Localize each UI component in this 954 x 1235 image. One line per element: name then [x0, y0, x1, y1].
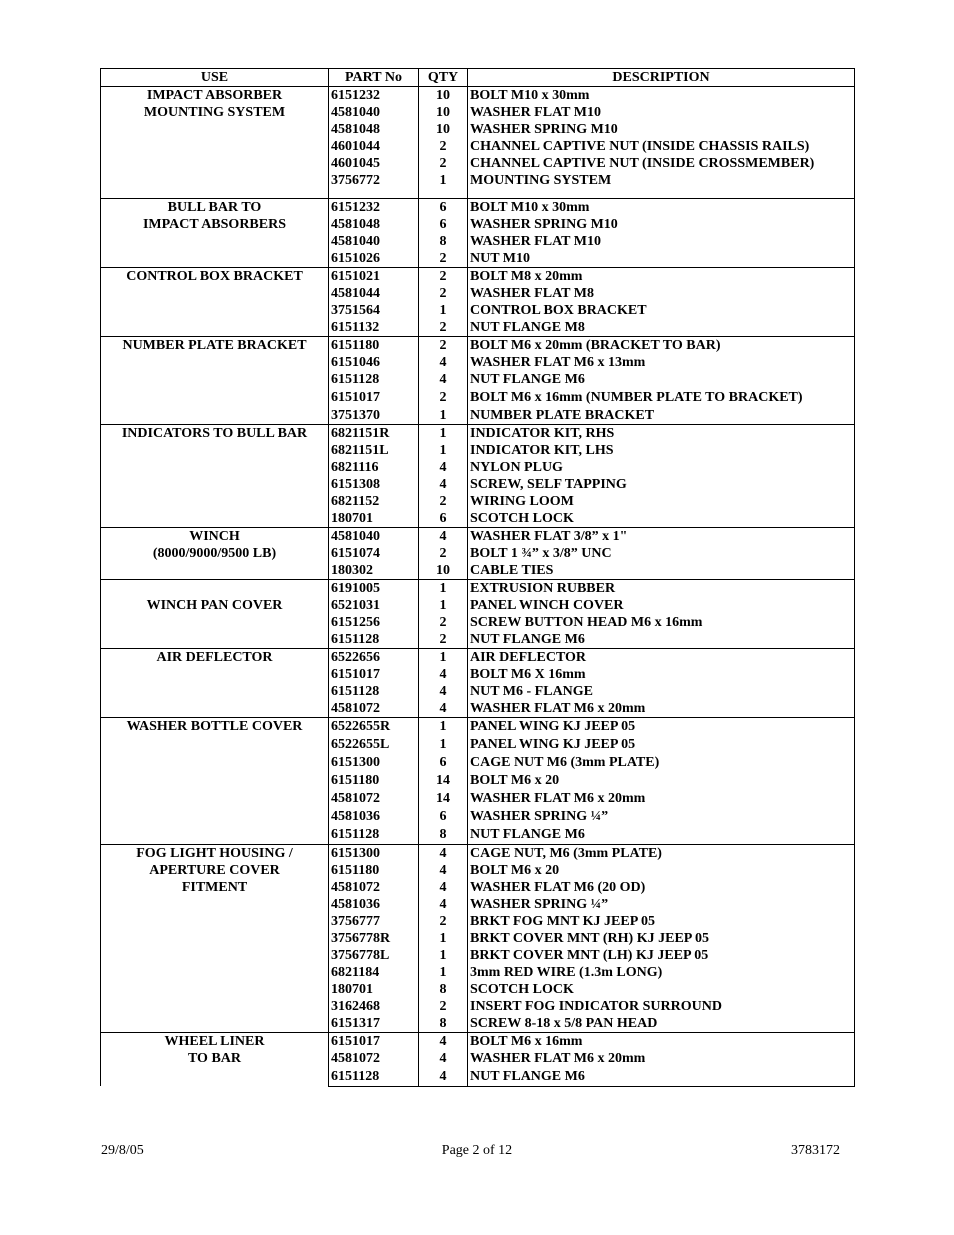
quantity-cell: 4 — [419, 896, 468, 913]
part-number-cell: 3756777 — [329, 913, 419, 930]
quantity-cell: 2 — [419, 631, 468, 649]
quantity-cell: 2 — [419, 267, 468, 285]
table-row — [101, 717, 855, 736]
part-number-cell: 6151017 — [329, 388, 419, 407]
use-label: WINCH — [189, 528, 240, 544]
use-label: CONTROL BOX BRACKET — [126, 268, 303, 284]
part-number-cell: 6151026 — [329, 250, 419, 268]
quantity-cell: 1 — [419, 648, 468, 666]
part-number-cell: 4581072 — [329, 879, 419, 896]
use-label: WASHER BOTTLE COVER — [126, 718, 303, 734]
part-number-cell: 6151256 — [329, 614, 419, 631]
part-number-cell: 6151180 — [329, 772, 419, 790]
quantity-cell: 2 — [419, 285, 468, 302]
quantity-cell: 10 — [419, 562, 468, 580]
use-cell — [101, 648, 329, 717]
quantity-cell: 4 — [419, 354, 468, 371]
use-cell — [101, 1032, 329, 1086]
footer-date: 29/8/05 — [101, 1143, 144, 1158]
part-number-cell: 4581048 — [329, 121, 419, 138]
footer-page-number: Page 2 of 12 — [441, 1143, 513, 1158]
description-cell: NUMBER PLATE BRACKET — [468, 407, 855, 425]
quantity-cell: 2 — [419, 336, 468, 354]
use-cell — [101, 336, 329, 424]
use-label: FITMENT — [181, 879, 248, 895]
description-cell: BOLT M6 x 20 — [468, 772, 855, 790]
quantity-cell: 2 — [419, 913, 468, 930]
quantity-cell: 4 — [419, 844, 468, 862]
header-row — [101, 69, 855, 87]
use-label: WINCH PAN COVER — [146, 597, 283, 613]
quantity-cell: 1 — [419, 964, 468, 981]
description-cell: SCREW, SELF TAPPING — [468, 476, 855, 493]
description-cell: WASHER FLAT M6 x 13mm — [468, 354, 855, 371]
quantity-cell: 4 — [419, 527, 468, 545]
part-number-cell: 3162468 — [329, 998, 419, 1015]
quantity-cell: 1 — [419, 407, 468, 425]
use-cell — [101, 424, 329, 527]
part-number-cell: 6151128 — [329, 371, 419, 388]
part-number-cell: 4581072 — [329, 1050, 419, 1068]
description-cell: SCOTCH LOCK — [468, 981, 855, 998]
description-cell: PANEL WING KJ JEEP 05 — [468, 736, 855, 754]
part-number-cell: 3751564 — [329, 302, 419, 319]
table-group — [101, 1032, 855, 1086]
part-number-cell: 4581040 — [329, 527, 419, 545]
part-number-cell: 6821152 — [329, 493, 419, 510]
description-cell: CAGE NUT, M6 (3mm PLATE) — [468, 844, 855, 862]
quantity-cell: 14 — [419, 790, 468, 808]
description-cell: BRKT FOG MNT KJ JEEP 05 — [468, 913, 855, 930]
header-part-no: PART No — [329, 69, 419, 87]
part-number-cell: 3756772 — [329, 172, 419, 189]
description-cell: INDICATOR KIT, LHS — [468, 442, 855, 459]
part-number-cell: 4581072 — [329, 790, 419, 808]
part-number-cell: 3756778L — [329, 947, 419, 964]
quantity-cell: 8 — [419, 826, 468, 845]
table-group — [101, 198, 855, 267]
part-number-cell: 3756778R — [329, 930, 419, 947]
use-label: NUMBER PLATE BRACKET — [122, 337, 307, 353]
use-label: WHEEL LINER — [164, 1033, 265, 1049]
description-cell: WASHER SPRING M10 — [468, 121, 855, 138]
table-group — [101, 424, 855, 527]
quantity-cell: 6 — [419, 510, 468, 528]
footer-document-number: 3783172 — [791, 1143, 840, 1158]
part-number-cell: 6151128 — [329, 683, 419, 700]
use-label: BULL BAR TO — [167, 199, 262, 215]
quantity-cell: 6 — [419, 754, 468, 772]
quantity-cell: 6 — [419, 808, 468, 826]
quantity-cell: 8 — [419, 981, 468, 998]
quantity-cell: 2 — [419, 493, 468, 510]
table-group — [101, 844, 855, 1032]
description-cell: BRKT COVER MNT (RH) KJ JEEP 05 — [468, 930, 855, 947]
spacer-cell — [329, 189, 419, 198]
use-label: AIR DEFLECTOR — [156, 649, 273, 665]
description-cell: WASHER FLAT M8 — [468, 285, 855, 302]
part-number-cell: 4601044 — [329, 138, 419, 155]
description-cell: SCREW BUTTON HEAD M6 x 16mm — [468, 614, 855, 631]
use-cell — [101, 87, 329, 199]
use-label: IMPACT ABSORBERS — [142, 216, 286, 232]
description-cell: WASHER FLAT M6 x 20mm — [468, 790, 855, 808]
part-number-cell: 6151128 — [329, 631, 419, 649]
table-row — [101, 267, 855, 285]
description-cell: AIR DEFLECTOR — [468, 648, 855, 666]
part-number-cell: 6151180 — [329, 862, 419, 879]
description-cell: WASHER SPRING M10 — [468, 216, 855, 233]
table-group — [101, 717, 855, 844]
quantity-cell: 2 — [419, 614, 468, 631]
table-group — [101, 648, 855, 717]
part-number-cell: 3751370 — [329, 407, 419, 425]
quantity-cell: 4 — [419, 371, 468, 388]
quantity-cell: 4 — [419, 700, 468, 718]
part-number-cell: 4581072 — [329, 700, 419, 718]
table-group — [101, 336, 855, 424]
table-row — [101, 198, 855, 216]
part-number-cell: 6191005 — [329, 579, 419, 597]
spacer-cell — [419, 189, 468, 198]
use-cell — [101, 579, 329, 648]
use-cell — [101, 198, 329, 267]
description-cell: CAGE NUT M6 (3mm PLATE) — [468, 754, 855, 772]
part-number-cell: 6151046 — [329, 354, 419, 371]
quantity-cell: 4 — [419, 476, 468, 493]
description-cell: WIRING LOOM — [468, 493, 855, 510]
quantity-cell: 4 — [419, 1032, 468, 1050]
quantity-cell: 1 — [419, 930, 468, 947]
table-group — [101, 579, 855, 648]
quantity-cell: 4 — [419, 862, 468, 879]
quantity-cell: 2 — [419, 155, 468, 172]
use-label: INDICATORS TO BULL BAR — [121, 425, 308, 441]
part-number-cell: 6151017 — [329, 1032, 419, 1050]
part-number-cell: 6151180 — [329, 336, 419, 354]
description-cell: BOLT M10 x 30mm — [468, 87, 855, 105]
description-cell: PANEL WINCH COVER — [468, 597, 855, 614]
description-cell: BOLT M6 x 20mm (BRACKET TO BAR) — [468, 336, 855, 354]
description-cell: BOLT M6 x 20 — [468, 862, 855, 879]
part-number-cell: 6151017 — [329, 666, 419, 683]
part-number-cell: 180701 — [329, 510, 419, 528]
header-qty: QTY — [419, 69, 468, 87]
description-cell: SCOTCH LOCK — [468, 510, 855, 528]
description-cell: WASHER FLAT M6 (20 OD) — [468, 879, 855, 896]
description-cell: INSERT FOG INDICATOR SURROUND — [468, 998, 855, 1015]
spacer-cell — [468, 189, 855, 198]
quantity-cell: 4 — [419, 1050, 468, 1068]
quantity-cell: 1 — [419, 579, 468, 597]
part-number-cell: 4581040 — [329, 233, 419, 250]
description-cell: CHANNEL CAPTIVE NUT (INSIDE CHASSIS RAILS) — [468, 138, 855, 155]
description-cell: CHANNEL CAPTIVE NUT (INSIDE CROSSMEMBER) — [468, 155, 855, 172]
header-use: USE — [101, 69, 329, 87]
description-cell: WASHER FLAT M6 x 20mm — [468, 1050, 855, 1068]
description-cell: NUT M10 — [468, 250, 855, 268]
part-number-cell: 4581040 — [329, 104, 419, 121]
part-number-cell: 6151317 — [329, 1015, 419, 1033]
part-number-cell: 6821184 — [329, 964, 419, 981]
quantity-cell: 14 — [419, 772, 468, 790]
quantity-cell: 1 — [419, 302, 468, 319]
part-number-cell: 6151300 — [329, 844, 419, 862]
table-row — [101, 424, 855, 442]
use-label: TO BAR — [187, 1050, 242, 1066]
quantity-cell: 2 — [419, 138, 468, 155]
description-cell: BOLT 1 ¾” x 3/8” UNC — [468, 545, 855, 562]
quantity-cell: 2 — [419, 319, 468, 337]
part-number-cell: 6151232 — [329, 87, 419, 105]
table-group — [101, 527, 855, 579]
table-group — [101, 267, 855, 336]
quantity-cell: 1 — [419, 424, 468, 442]
description-cell: BOLT M6 X 16mm — [468, 666, 855, 683]
quantity-cell: 6 — [419, 216, 468, 233]
description-cell: WASHER FLAT 3/8” x 1" — [468, 527, 855, 545]
part-number-cell: 180701 — [329, 981, 419, 998]
part-number-cell: 6151300 — [329, 754, 419, 772]
use-label: (8000/9000/9500 LB) — [152, 545, 277, 561]
description-cell: BOLT M6 x 16mm (NUMBER PLATE TO BRACKET) — [468, 388, 855, 407]
description-cell: CONTROL BOX BRACKET — [468, 302, 855, 319]
quantity-cell: 8 — [419, 233, 468, 250]
description-cell: WASHER FLAT M10 — [468, 233, 855, 250]
part-number-cell: 4581036 — [329, 896, 419, 913]
part-number-cell: 180302 — [329, 562, 419, 580]
quantity-cell: 1 — [419, 717, 468, 736]
table-row — [101, 336, 855, 354]
part-number-cell: 6522656 — [329, 648, 419, 666]
quantity-cell: 2 — [419, 998, 468, 1015]
quantity-cell: 1 — [419, 442, 468, 459]
quantity-cell: 4 — [419, 879, 468, 896]
use-cell — [101, 844, 329, 1032]
part-number-cell: 4601045 — [329, 155, 419, 172]
use-label — [103, 580, 326, 597]
description-cell: NUT M6 - FLANGE — [468, 683, 855, 700]
part-number-cell: 4581036 — [329, 808, 419, 826]
use-label: MOUNTING SYSTEM — [143, 105, 286, 120]
description-cell: NUT FLANGE M6 — [468, 631, 855, 649]
table-row — [101, 844, 855, 862]
part-number-cell: 6151132 — [329, 319, 419, 337]
quantity-cell: 1 — [419, 172, 468, 189]
quantity-cell: 10 — [419, 104, 468, 121]
quantity-cell: 6 — [419, 198, 468, 216]
part-number-cell: 6522655L — [329, 736, 419, 754]
use-cell — [101, 527, 329, 579]
use-label: APERTURE COVER — [149, 862, 280, 878]
quantity-cell: 4 — [419, 683, 468, 700]
quantity-cell: 10 — [419, 121, 468, 138]
part-number-cell: 6821151R — [329, 424, 419, 442]
table-row — [101, 579, 855, 597]
description-cell: NUT FLANGE M6 — [468, 371, 855, 388]
description-cell: PANEL WING KJ JEEP 05 — [468, 717, 855, 736]
description-cell: WASHER SPRING ¼” — [468, 896, 855, 913]
quantity-cell: 8 — [419, 1015, 468, 1033]
part-number-cell: 4581044 — [329, 285, 419, 302]
description-cell: BOLT M10 x 30mm — [468, 198, 855, 216]
description-cell: WASHER SPRING ¼” — [468, 808, 855, 826]
table-group — [101, 87, 855, 199]
table-row — [101, 527, 855, 545]
use-cell — [101, 717, 329, 844]
description-cell: BOLT M6 x 16mm — [468, 1032, 855, 1050]
quantity-cell: 2 — [419, 388, 468, 407]
description-cell: CABLE TIES — [468, 562, 855, 580]
description-cell: SCREW 8-18 x 5/8 PAN HEAD — [468, 1015, 855, 1033]
part-number-cell: 6821116 — [329, 459, 419, 476]
table-row — [101, 648, 855, 666]
quantity-cell: 2 — [419, 545, 468, 562]
quantity-cell: 4 — [419, 459, 468, 476]
parts-table — [100, 68, 855, 1087]
header-description: DESCRIPTION — [468, 69, 855, 87]
quantity-cell: 1 — [419, 736, 468, 754]
part-number-cell: 6151074 — [329, 545, 419, 562]
part-number-cell: 6151128 — [329, 826, 419, 845]
quantity-cell: 2 — [419, 250, 468, 268]
quantity-cell: 1 — [419, 597, 468, 614]
description-cell: BRKT COVER MNT (LH) KJ JEEP 05 — [468, 947, 855, 964]
part-number-cell: 6151021 — [329, 267, 419, 285]
description-cell: NUT FLANGE M6 — [468, 1068, 855, 1087]
part-number-cell: 6522655R — [329, 717, 419, 736]
quantity-cell: 4 — [419, 1068, 468, 1087]
table-row — [101, 87, 855, 105]
part-number-cell: 4581048 — [329, 216, 419, 233]
use-cell — [101, 267, 329, 336]
table-row — [101, 1032, 855, 1050]
part-number-cell: 6151308 — [329, 476, 419, 493]
description-cell: NUT FLANGE M8 — [468, 319, 855, 337]
quantity-cell: 1 — [419, 947, 468, 964]
use-label: FOG LIGHT HOUSING / — [136, 845, 293, 861]
description-cell: WASHER FLAT M10 — [468, 104, 855, 121]
description-cell: MOUNTING SYSTEM — [468, 172, 855, 189]
quantity-cell: 4 — [419, 666, 468, 683]
description-cell: NYLON PLUG — [468, 459, 855, 476]
part-number-cell: 6151232 — [329, 198, 419, 216]
description-cell: WASHER FLAT M6 x 20mm — [468, 700, 855, 718]
part-number-cell: 6151128 — [329, 1068, 419, 1087]
description-cell: 3mm RED WIRE (1.3m LONG) — [468, 964, 855, 981]
description-cell: EXTRUSION RUBBER — [468, 579, 855, 597]
description-cell: NUT FLANGE M6 — [468, 826, 855, 845]
part-number-cell: 6821151L — [329, 442, 419, 459]
quantity-cell: 10 — [419, 87, 468, 105]
description-cell: INDICATOR KIT, RHS — [468, 424, 855, 442]
description-cell: BOLT M8 x 20mm — [468, 267, 855, 285]
use-label: IMPACT ABSORBER — [146, 88, 283, 103]
part-number-cell: 6521031 — [329, 597, 419, 614]
table-header — [101, 69, 855, 87]
